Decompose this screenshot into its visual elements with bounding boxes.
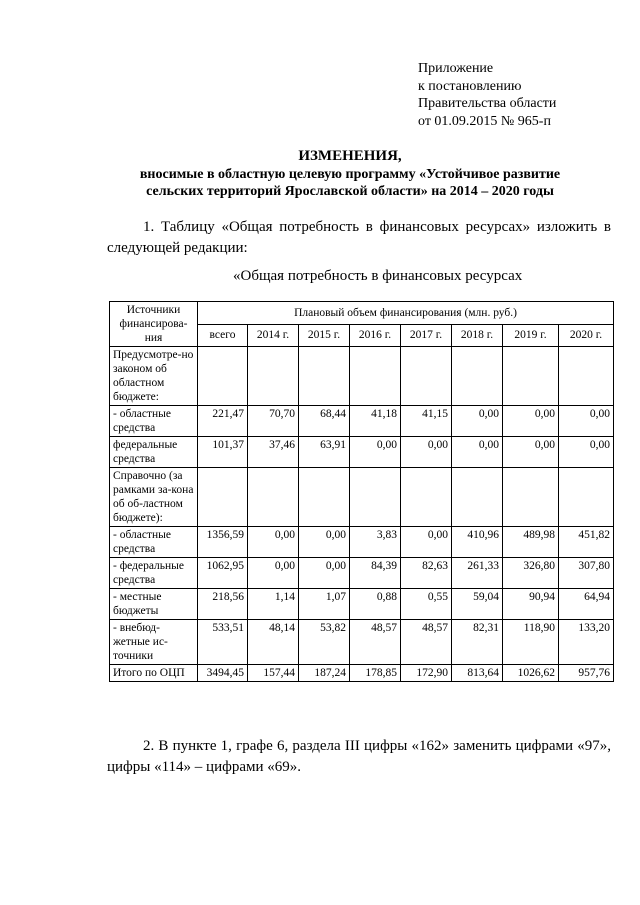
table-row	[110, 589, 614, 620]
table-cell: 0,00	[299, 527, 350, 558]
table-cell: 59,04	[452, 589, 503, 620]
table-cell	[299, 468, 350, 527]
table-cell: 0,00	[401, 527, 452, 558]
row-label: Справочно (за рамками за-кона об об-ластном бюджете):	[110, 468, 198, 527]
table-cell: 48,14	[248, 620, 299, 665]
table-cell: 41,15	[401, 406, 452, 437]
table-cell: 90,94	[503, 589, 559, 620]
appendix-line: Приложение	[418, 61, 494, 76]
table-cell: 41,18	[350, 406, 401, 437]
table-row	[110, 347, 614, 406]
document-title	[90, 148, 610, 201]
table-cell: 3,83	[350, 527, 401, 558]
table-cell	[350, 468, 401, 527]
table-cell	[248, 347, 299, 406]
table-cell: 172,90	[401, 665, 452, 682]
table-cell: 0,00	[559, 406, 614, 437]
table-cell: 0,00	[299, 558, 350, 589]
row-label: Предусмотре-но законом об областном бюджете:	[110, 347, 198, 406]
table-cell	[452, 347, 503, 406]
table-cell: 48,57	[401, 620, 452, 665]
table-cell: 261,33	[452, 558, 503, 589]
table-cell: 0,55	[401, 589, 452, 620]
table-cell	[198, 347, 248, 406]
column-header: 2016 г.	[350, 324, 401, 347]
table-row	[110, 527, 614, 558]
table-cell	[350, 347, 401, 406]
table-cell: 53,82	[299, 620, 350, 665]
column-header: 2014 г.	[248, 324, 299, 347]
table-row	[110, 468, 614, 527]
title-line: вносимые в областную целевую программу «Устойчивое развитие	[139, 166, 561, 182]
table-cell	[401, 468, 452, 527]
table-cell	[401, 347, 452, 406]
table-cell: 48,57	[350, 620, 401, 665]
table-cell: 533,51	[198, 620, 248, 665]
table-cell: 813,64	[452, 665, 503, 682]
paragraph-1: 1. Таблицу «Общая потребность в финансовых ресурсах» изложить в следующей редакции:	[107, 219, 611, 256]
table-cell: 0,00	[452, 406, 503, 437]
table-cell	[299, 347, 350, 406]
column-header: всего	[198, 324, 248, 347]
table-cell: 1,14	[248, 589, 299, 620]
table-cell	[503, 468, 559, 527]
table-body	[110, 347, 614, 682]
table-cell: 64,94	[559, 589, 614, 620]
table-cell: 37,46	[248, 437, 299, 468]
table-cell	[248, 468, 299, 527]
table-cell: 0,00	[248, 558, 299, 589]
table-cell	[559, 347, 614, 406]
column-header: 2020 г.	[559, 324, 614, 347]
table-cell: 133,20	[559, 620, 614, 665]
table-cell: 0,00	[503, 406, 559, 437]
row-label: Итого по ОЦП	[110, 665, 198, 682]
paragraph-2: 2. В пункте 1, графе 6, раздела III цифры «162» заменить цифрами «97», цифры «114» – цифрами «69».	[107, 738, 611, 775]
row-label: - федеральные средства	[110, 558, 198, 589]
table-cell: 68,44	[299, 406, 350, 437]
table-cell: 307,80	[559, 558, 614, 589]
appendix-block	[418, 60, 618, 130]
financing-table	[109, 301, 614, 682]
table-cell	[503, 347, 559, 406]
table-cell: 101,37	[198, 437, 248, 468]
table-cell: 1026,62	[503, 665, 559, 682]
table-row	[110, 665, 614, 682]
row-label: федеральные средства	[110, 437, 198, 468]
table-cell: 451,82	[559, 527, 614, 558]
table-caption: «Общая потребность в финансовых ресурсах	[233, 268, 523, 284]
column-header: 2017 г.	[401, 324, 452, 347]
row-label: - областные средства	[110, 406, 198, 437]
table-row	[110, 437, 614, 468]
table-cell: 957,76	[559, 665, 614, 682]
table-cell: 63,91	[299, 437, 350, 468]
table-cell: 187,24	[299, 665, 350, 682]
table-cell: 82,63	[401, 558, 452, 589]
table-cell: 1,07	[299, 589, 350, 620]
row-label: - внебюд-жетные ис-точники	[110, 620, 198, 665]
table-cell	[452, 468, 503, 527]
table-cell: 410,96	[452, 527, 503, 558]
plan-header: Плановый объем финансирования (млн. руб.)	[198, 302, 614, 325]
column-header: 2019 г.	[503, 324, 559, 347]
table-cell: 3494,45	[198, 665, 248, 682]
table-cell: 84,39	[350, 558, 401, 589]
row-label: - областные средства	[110, 527, 198, 558]
row-label: - местные бюджеты	[110, 589, 198, 620]
title-main: ИЗМЕНЕНИЯ,	[298, 148, 402, 164]
table-cell: 82,31	[452, 620, 503, 665]
table-cell: 0,00	[452, 437, 503, 468]
table-cell: 0,00	[248, 527, 299, 558]
table-cell: 0,00	[350, 437, 401, 468]
table-row	[110, 620, 614, 665]
table-cell: 218,56	[198, 589, 248, 620]
column-header: 2015 г.	[299, 324, 350, 347]
table-cell: 70,70	[248, 406, 299, 437]
source-header: Источники финансирова-ния	[110, 302, 198, 347]
column-header: 2018 г.	[452, 324, 503, 347]
table-cell: 0,00	[559, 437, 614, 468]
appendix-line: к постановлению	[418, 78, 522, 94]
table-row	[110, 558, 614, 589]
table-cell: 0,00	[401, 437, 452, 468]
appendix-line: Правительства области	[418, 96, 557, 111]
appendix-line: от 01.09.2015 № 965-п	[418, 113, 551, 129]
table-cell: 0,00	[503, 437, 559, 468]
table-cell: 1356,59	[198, 527, 248, 558]
table-cell: 157,44	[248, 665, 299, 682]
table-cell	[198, 468, 248, 527]
title-line: сельских территорий Ярославской области» на 2014 – 2020 годы	[146, 184, 554, 199]
table-cell: 178,85	[350, 665, 401, 682]
table-cell: 118,90	[503, 620, 559, 665]
table-cell: 326,80	[503, 558, 559, 589]
table-cell: 1062,95	[198, 558, 248, 589]
table-row	[110, 406, 614, 437]
table-cell	[559, 468, 614, 527]
table-cell: 221,47	[198, 406, 248, 437]
table-cell: 0,88	[350, 589, 401, 620]
table-cell: 489,98	[503, 527, 559, 558]
